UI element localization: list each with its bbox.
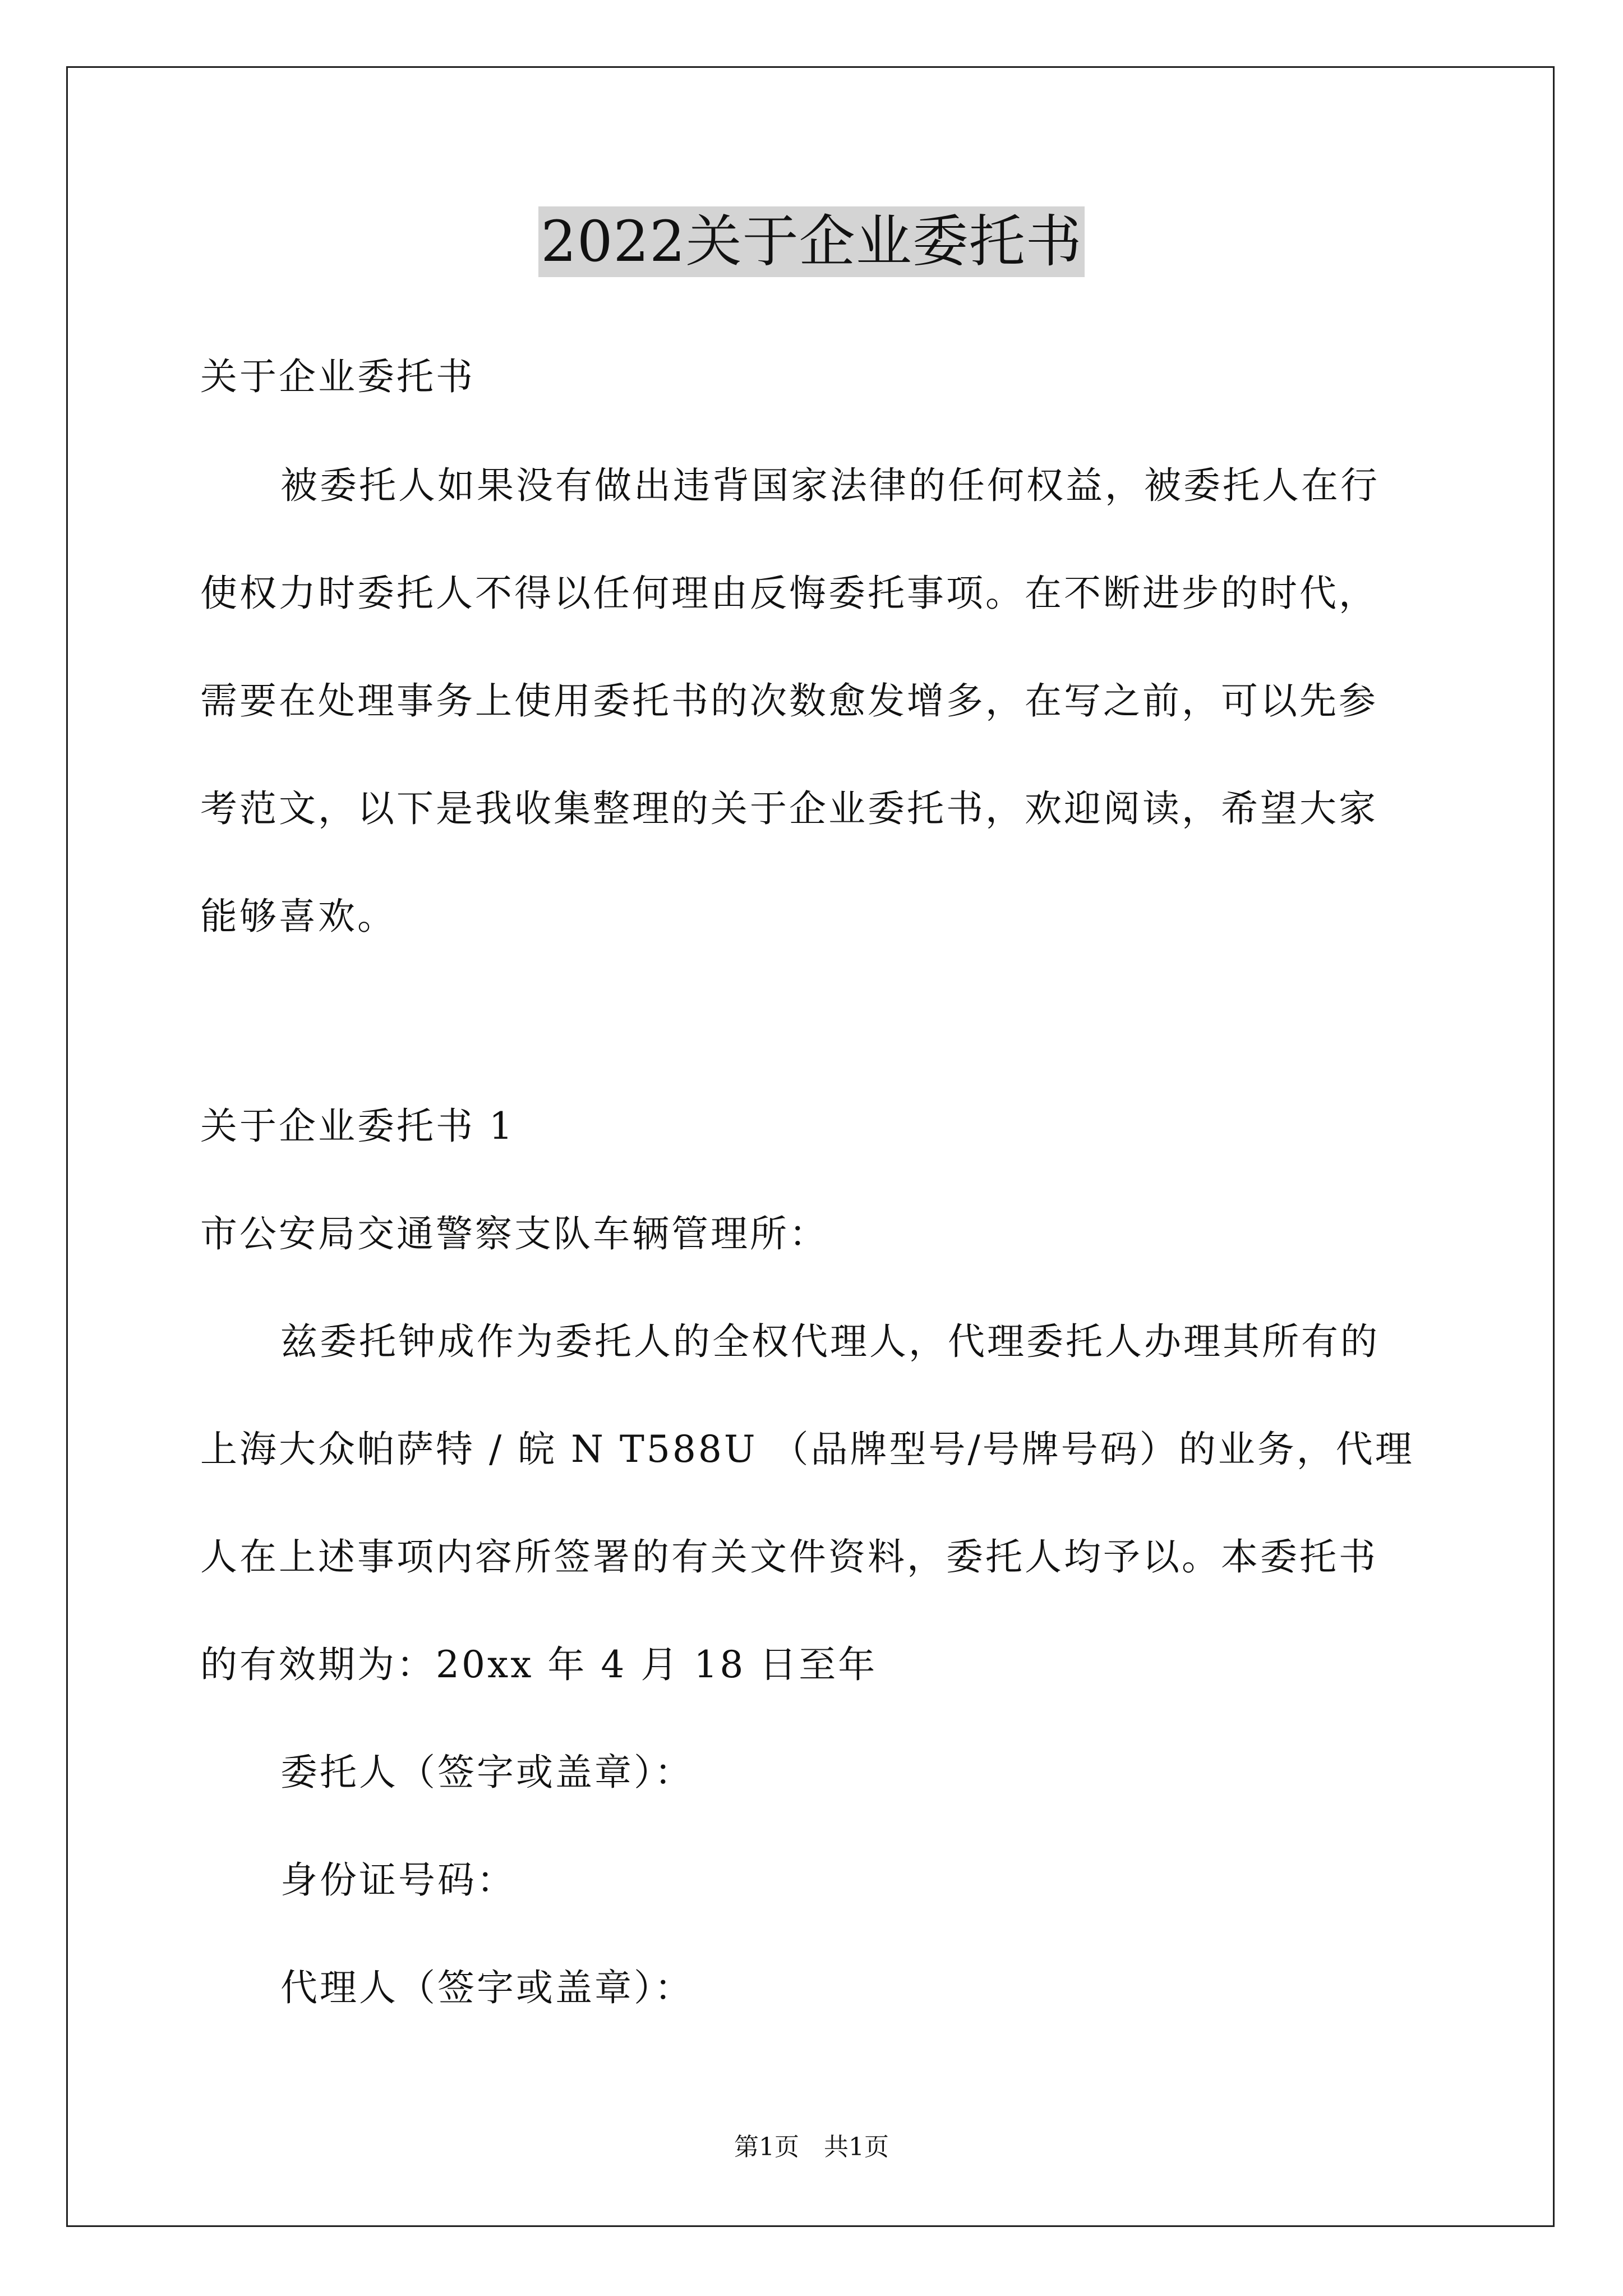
section-heading: 关于企业委托书 1 bbox=[200, 1105, 515, 1148]
body-line-4: 的有效期为：20xx 年 4 月 18 日至年 bbox=[200, 1643, 878, 1686]
addressee: 市公安局交通警察支队车辆管理所： bbox=[200, 1212, 828, 1255]
title-container bbox=[0, 206, 1623, 277]
intro-line-3: 需要在处理事务上使用委托书的次数愈发增多，在写之前，可以先参 bbox=[200, 679, 1378, 723]
intro-line-1: 被委托人如果没有做出违背国家法律的任何权益，被委托人在行 bbox=[280, 464, 1380, 507]
intro-line-4: 考范文，以下是我收集整理的关于企业委托书，欢迎阅读，希望大家 bbox=[200, 787, 1378, 830]
page-footer: 第1页 共1页 bbox=[734, 2133, 889, 2161]
body-line-2: 上海大众帕萨特 / 皖 N T588U （品牌型号/号牌号码）的业务，代理 bbox=[200, 1428, 1414, 1471]
body-line-3: 人在上述事项内容所签署的有关文件资料，委托人均予以。本委托书 bbox=[200, 1535, 1378, 1579]
document-title: 2022关于企业委托书 bbox=[538, 206, 1085, 277]
field-principal-signature: 委托人（签字或盖章）： bbox=[280, 1751, 694, 1794]
intro-line-2: 使权力时委托人不得以任何理由反悔委托事项。在不断进步的时代， bbox=[200, 572, 1378, 615]
field-agent-signature: 代理人（签字或盖章）： bbox=[280, 1966, 694, 2009]
subtitle: 关于企业委托书 bbox=[200, 355, 475, 398]
body-line-1: 兹委托钟成作为委托人的全权代理人，代理委托人办理其所有的 bbox=[280, 1320, 1380, 1363]
field-id-number: 身份证号码： bbox=[280, 1858, 516, 1902]
intro-line-5: 能够喜欢。 bbox=[200, 895, 396, 938]
